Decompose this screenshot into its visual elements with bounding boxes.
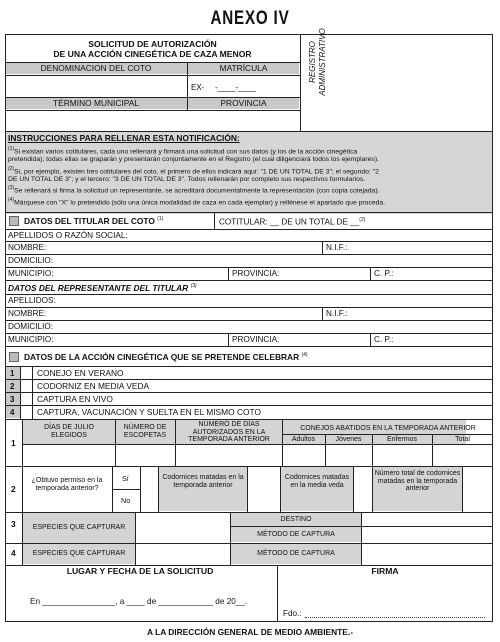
instruction-2b: DE UN TOTAL DE 3"; y el tercero: "3 DE UN TOTAL DE 3". Todos rellenarán por completo sus respectivos formularios.	[8, 176, 366, 184]
option-2-label: CODORNIZ EN MEDIA VEDA	[37, 381, 150, 391]
matricula-ex-separators: -____-____	[215, 83, 256, 92]
option-3-checkbox[interactable]	[22, 395, 31, 404]
accion-section-title: DATOS DE LA ACCIÓN CINEGÉTICA QUE SE PRETENDE CELEBRAR $^{(4)}$	[24, 352, 308, 362]
option-2-number: 2	[10, 382, 15, 391]
especies-capturar-4-header: ESPECIES QUE CAPTURAR	[32, 550, 126, 557]
instruction-3: Se rellenará si firma la solicitud un representante, se acreditará documentalmente la representación (con copia cotejada).	[14, 187, 380, 195]
metodo-captura-4-header: MÉTODO DE CAPTURA	[257, 550, 335, 557]
option-1-checkbox[interactable]	[22, 369, 31, 378]
denominacion-label: DENOMINACION DEL COTO	[40, 63, 152, 73]
representante-section-title: DATOS DEL REPRESENTANTE DEL TITULAR $^{(3)}$	[8, 283, 197, 293]
num-dias-header: NÚMERO DE DÍAS AUTORIZADOS EN LA TEMPORADA ANTERIOR	[188, 421, 270, 444]
representante-cp-field[interactable]: C. P.:	[374, 335, 394, 344]
instruction-4: Márquese con "X" lo pretendido (sólo una única modalidad de caza en cada ejemplar) y rellénese el apartado que proceda.	[14, 199, 386, 207]
enfermos-header: Enfermos	[387, 436, 417, 443]
grid-row-2-number: 2	[11, 484, 16, 494]
option-3-number: 3	[10, 395, 15, 404]
header-title-line1: SOLICITUD DE AUTORIZACIÓN	[88, 39, 217, 49]
option-4-checkbox[interactable]	[22, 408, 31, 417]
grid-row-4-number: 4	[11, 548, 16, 558]
note-ref-2: (2)	[8, 165, 15, 172]
numero-total-codornices-header: Número total de codornices matadas en la temporada anterior	[374, 470, 461, 493]
option-1-label: CONEJO EN VERANO	[37, 368, 124, 378]
titular-section-marker	[9, 216, 19, 226]
jovenes-header: Jóvenes	[335, 436, 362, 443]
permiso-si-option[interactable]: Sí	[122, 474, 129, 483]
accion-section-marker	[9, 352, 19, 362]
option-2-checkbox[interactable]	[22, 382, 31, 391]
titular-cp-field[interactable]: C. P.:	[374, 269, 394, 278]
codornices-matadas-header: Codornices matadas en la temporada anterior	[162, 474, 244, 489]
instruction-1b: pretendida); todas ellas se graparán y presentarán conjuntamente en el Registro (el cual diligenciará todos los ejemplares).	[8, 156, 380, 164]
instructions-body	[8, 145, 492, 207]
option-1-number: 1	[10, 369, 15, 378]
dias-julio-header: DÍAS DE JULIO ELEGIDOS	[44, 424, 94, 439]
destino-header: DESTINO	[280, 516, 312, 523]
conejos-abatidos-header: CONEJOS ABATIDOS EN LA TEMPORADA ANTERIOR	[300, 425, 476, 432]
option-3-label: CAPTURA EN VIVO	[37, 394, 113, 404]
obtuvo-permiso-question: ¿Obtuvo permiso en la temporada anterior?	[31, 477, 103, 492]
instructions-title: INSTRUCCIONES PARA RELLENAR ESTA NOTIFICACIÓN:	[8, 133, 240, 143]
representante-nif-field[interactable]: N.I.F.:	[326, 309, 348, 318]
titular-section-title: DATOS DEL TITULAR DEL COTO $^{(1)}$	[24, 216, 164, 226]
note-ref-1: (1)	[8, 146, 15, 152]
grid-row-3-number: 3	[11, 519, 16, 529]
provincia-label: PROVINCIA	[220, 98, 267, 108]
representante-nombre-field[interactable]: NOMBRE:	[8, 309, 47, 318]
document-title: ANEXO IV	[210, 8, 290, 29]
representante-domicilio-field[interactable]: DOMICILIO:	[8, 322, 54, 331]
instruction-2a: Si, por ejemplo, existen tres cotitulares del coto, el primero de ellos indicará aquí: "1 DE UN TOTAL DE 3"; el segundo: "2	[14, 167, 379, 175]
firma-label: FIRMA	[371, 566, 399, 576]
instruction-1a: Si existan varios cotitulares, cada uno rellenará y firmará una solicitud con sus datos (y los de la acción cinegética	[14, 148, 358, 156]
num-escopetas-header: NÚMERO DE ESCOPETAS	[123, 424, 167, 439]
especies-capturar-3-header: ESPECIES QUE CAPTURAR	[32, 524, 126, 531]
grid-row-1-number: 1	[11, 438, 16, 448]
municipal-label: TÉRMINO MUNICIPAL	[53, 98, 139, 108]
matricula-ex-prefix: EX-	[191, 83, 205, 92]
total-header: Total	[455, 436, 470, 443]
representante-apellidos-field[interactable]: APELLIDOS:	[8, 296, 56, 305]
firma-fdo-field[interactable]: Fdo.:	[283, 609, 302, 618]
representante-municipio-field[interactable]: MUNICIPIO:	[8, 335, 54, 344]
codornices-media-veda-header: Codornices matadas en la media veda	[284, 474, 350, 489]
titular-provincia-field[interactable]: PROVINCIA:	[232, 269, 280, 278]
titular-nombre-field[interactable]: NOMBRE:	[8, 243, 47, 252]
option-4-number: 4	[10, 408, 15, 417]
representante-provincia-field[interactable]: PROVINCIA:	[232, 335, 280, 344]
matricula-label: MATRÍCULA	[219, 63, 268, 73]
note-ref-4: (4)	[8, 196, 15, 203]
lugar-fecha-field[interactable]: En ________________, a ____ de ____________ de 20__.	[30, 597, 248, 606]
lugar-fecha-label: LUGAR Y FECHA DE LA SOLICITUD	[66, 566, 214, 576]
permiso-no-option[interactable]: No	[121, 496, 131, 505]
header-title-line2: DE UNA ACCIÓN CINEGÉTICA DE CAZA MENOR	[53, 49, 252, 59]
titular-domicilio-field[interactable]: DOMICILIO:	[8, 256, 54, 265]
titular-nif-field[interactable]: N.I.F.:	[326, 243, 348, 252]
option-4-label: CAPTURA, VACUNACIÓN Y SUELTA EN EL MISMO COTO	[37, 407, 261, 417]
registro-administrativo-label: REGISTRO ADMINISTRATIVO	[308, 28, 327, 96]
adultos-header: Adultos	[291, 436, 316, 443]
titular-apellidos-field[interactable]: APELLIDOS O RAZÓN SOCIAL:	[8, 231, 128, 240]
direccion-general-label: A LA DIRECCIÓN GENERAL DE MEDIO AMBIENTE.-	[147, 627, 353, 637]
note-ref-3: (3)	[8, 185, 15, 192]
cotitular-field[interactable]: COTITULAR: __ DE UN TOTAL DE __$^{(2)}$	[219, 217, 366, 227]
titular-municipio-field[interactable]: MUNICIPIO:	[8, 269, 54, 278]
metodo-captura-3-header: MÉTODO DE CAPTURA	[257, 531, 335, 538]
